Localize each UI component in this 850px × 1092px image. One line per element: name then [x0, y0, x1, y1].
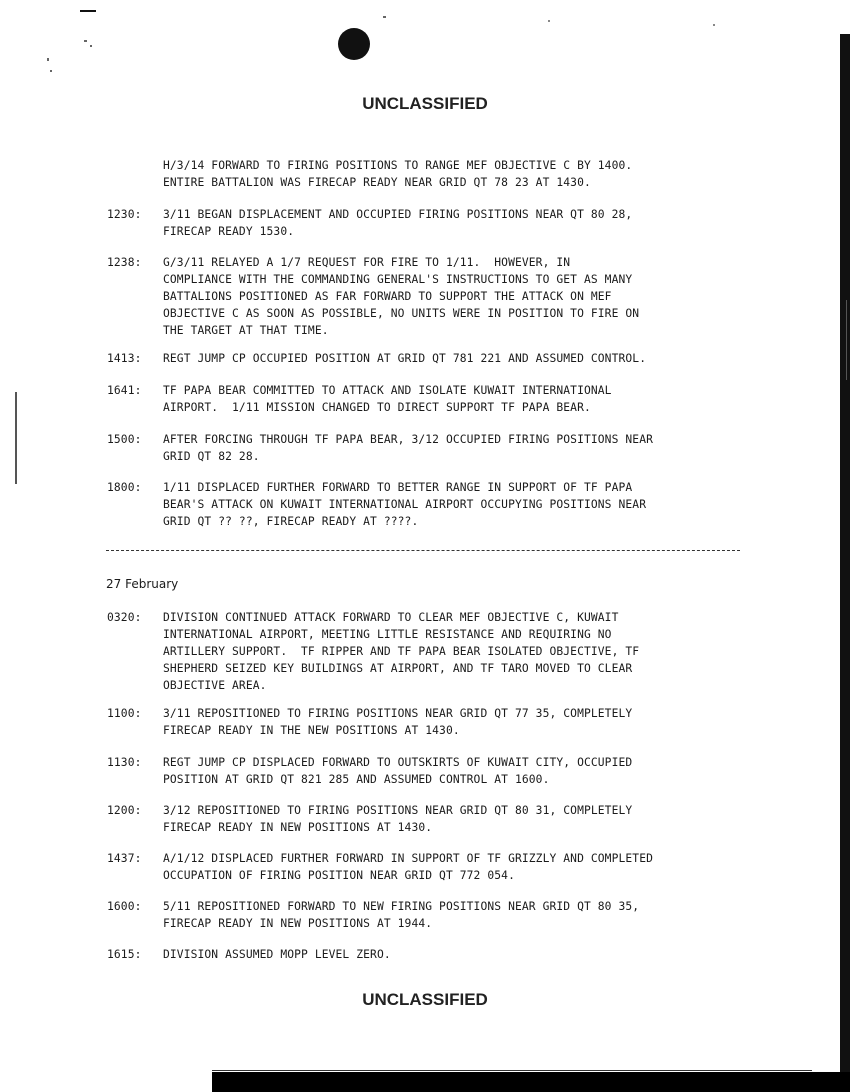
entry-time: 1230:: [107, 208, 142, 221]
scan-artifact: [212, 1070, 812, 1071]
log-entry: [107, 479, 747, 530]
hole-punch-mark: [338, 28, 370, 60]
log-entry: [107, 157, 747, 191]
section-divider: [106, 550, 740, 551]
entry-text: A/1/12 DISPLACED FURTHER FORWARD IN SUPPORT OF TF GRIZZLY AND COMPLETED OCCUPATION OF FIRING POSITION NEAR GRID QT 772 054.: [163, 852, 653, 882]
scan-artifact: [15, 392, 17, 484]
entry-text: G/3/11 RELAYED A 1/7 REQUEST FOR FIRE TO 1/11. HOWEVER, IN COMPLIANCE WITH THE COMMANDING GENERAL'S INSTRUCTIONS TO GET AS MANY BATTALIONS POSITIONED AS FAR FORWARD TO SUPPORT THE ATTACK ON MEF OBJECTIVE C AS SOON AS POSSIBLE, NO UNITS WERE IN POSITION TO FIRE ON THE TARGET AT THAT TIME.: [163, 256, 640, 337]
entry-text: 5/11 REPOSITIONED FORWARD TO NEW FIRING POSITIONS NEAR GRID QT 80 35, FIRECAP READY IN NEW POSITIONS AT 1944.: [163, 900, 640, 930]
entry-time: 1413:: [107, 352, 142, 365]
log-entry: [107, 946, 747, 963]
entry-time: 1100:: [107, 707, 142, 720]
scan-artifact: [50, 70, 52, 72]
scan-edge-bar: [840, 34, 850, 1092]
entry-time: 1500:: [107, 433, 142, 446]
entry-text: 3/11 BEGAN DISPLACEMENT AND OCCUPIED FIRING POSITIONS NEAR QT 80 28, FIRECAP READY 1530.: [163, 208, 633, 238]
entry-time: 1615:: [107, 948, 142, 961]
scan-artifact: [846, 300, 847, 380]
classification-header: UNCLASSIFIED: [362, 94, 488, 113]
log-entry: [107, 254, 747, 339]
scan-artifact: [383, 16, 386, 18]
log-entry: [107, 850, 747, 884]
scan-artifact: [90, 45, 92, 47]
log-entry: [107, 609, 747, 694]
entry-text: DIVISION CONTINUED ATTACK FORWARD TO CLEAR MEF OBJECTIVE C, KUWAIT INTERNATIONAL AIRPORT, MEETING LITTLE RESISTANCE AND REQUIRING NO ARTILLERY SUPPORT. TF RIPPER AND TF PAPA BEAR ISOLATED OBJECTIVE, TF SHEPHERD SEIZED KEY BUILDINGS AT AIRPORT, AND TF TARO MOVED TO CLEAR OBJECTIVE AREA.: [163, 611, 640, 692]
entry-time: 0320:: [107, 611, 142, 624]
entry-time: 1800:: [107, 481, 142, 494]
entry-time: 1437:: [107, 852, 142, 865]
log-entry: [107, 754, 747, 788]
entry-text: TF PAPA BEAR COMMITTED TO ATTACK AND ISOLATE KUWAIT INTERNATIONAL AIRPORT. 1/11 MISSION CHANGED TO DIRECT SUPPORT TF PAPA BEAR.: [163, 384, 612, 414]
scan-artifact: [713, 24, 715, 26]
entry-text: AFTER FORCING THROUGH TF PAPA BEAR, 3/12 OCCUPIED FIRING POSITIONS NEAR GRID QT 82 28.: [163, 433, 653, 463]
entry-text: REGT JUMP CP OCCUPIED POSITION AT GRID QT 781 221 AND ASSUMED CONTROL.: [163, 352, 647, 365]
log-entry: [107, 802, 747, 836]
log-entry: [107, 705, 747, 739]
entry-text: H/3/14 FORWARD TO FIRING POSITIONS TO RANGE MEF OBJECTIVE C BY 1400. ENTIRE BATTALION WAS FIRECAP READY NEAR GRID QT 78 23 AT 1430.: [163, 159, 633, 189]
entry-text: REGT JUMP CP DISPLACED FORWARD TO OUTSKIRTS OF KUWAIT CITY, OCCUPIED POSITION AT GRID QT 821 285 AND ASSUMED CONTROL AT 1600.: [163, 756, 633, 786]
scan-artifact: [548, 20, 550, 22]
log-entry: [107, 431, 747, 465]
scan-artifact: [47, 58, 49, 61]
log-entry: [107, 898, 747, 932]
date-heading: 27 February: [106, 577, 179, 591]
scan-artifact: [84, 40, 87, 42]
entry-time: 1600:: [107, 900, 142, 913]
entry-time: 1641:: [107, 384, 142, 397]
entry-time: 1238:: [107, 256, 142, 269]
log-entry: [107, 206, 747, 240]
log-entry: [107, 382, 747, 416]
scan-edge-bar: [212, 1072, 850, 1092]
scan-artifact: [80, 10, 96, 12]
entry-text: 1/11 DISPLACED FURTHER FORWARD TO BETTER RANGE IN SUPPORT OF TF PAPA BEAR'S ATTACK ON KUWAIT INTERNATIONAL AIRPORT OCCUPYING POSITIONS NEAR GRID QT ?? ??, FIRECAP READY AT ????.: [163, 481, 647, 528]
entry-time: 1200:: [107, 804, 142, 817]
classification-footer: UNCLASSIFIED: [362, 990, 488, 1009]
entry-time: 1130:: [107, 756, 142, 769]
entry-text: DIVISION ASSUMED MOPP LEVEL ZERO.: [163, 948, 391, 961]
entry-text: 3/11 REPOSITIONED TO FIRING POSITIONS NEAR GRID QT 77 35, COMPLETELY FIRECAP READY IN THE NEW POSITIONS AT 1430.: [163, 707, 633, 737]
entry-text: 3/12 REPOSITIONED TO FIRING POSITIONS NEAR GRID QT 80 31, COMPLETELY FIRECAP READY IN NEW POSITIONS AT 1430.: [163, 804, 633, 834]
log-entry: [107, 350, 747, 367]
